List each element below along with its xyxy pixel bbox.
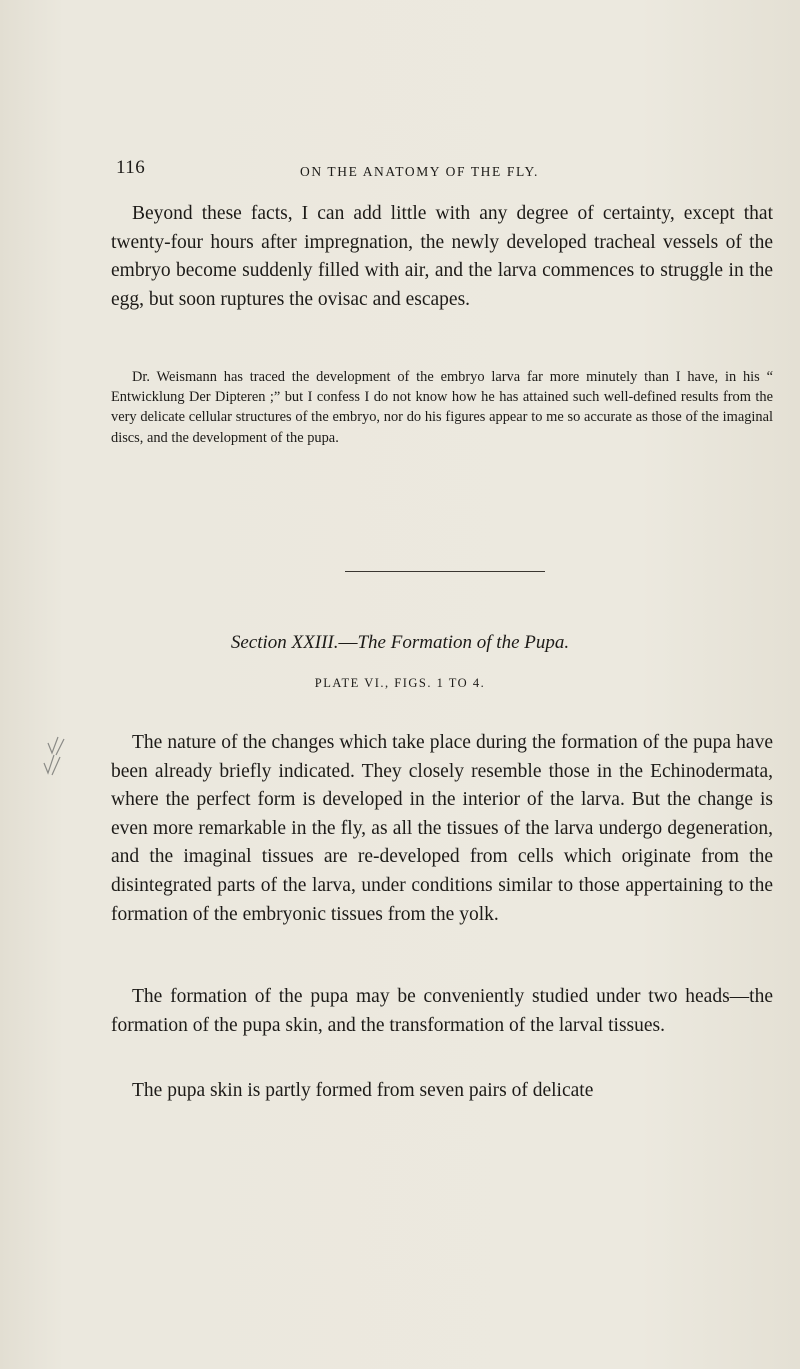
section-title: The Formation of the Pupa. (357, 632, 570, 653)
running-head: ON THE ANATOMY OF THE FLY. (300, 164, 540, 179)
section-heading (0, 632, 800, 654)
footnote-paragraph: Dr. Weismann has traced the development of the embryo larva far more minutely than I have, in his “ Entwicklung Der Dipteren ;” but I confess I do not know how he has attained such well-defined results from the very delicate cellular structures of the embryo, nor do his figures appear to me so accurate as those of the imaginal discs, and the development of the pupa. (111, 369, 773, 446)
page-number: 116 (116, 157, 146, 178)
paragraph-3: The formation of the pupa may be conveniently studied under two heads—the formation of the pupa skin, and the transformation of the larval tissues. (111, 986, 773, 1036)
paragraph-4: The pupa skin is partly formed from seven pairs of delicate (132, 1080, 594, 1101)
section-dash: — (338, 632, 358, 653)
section-divider (345, 571, 545, 572)
plate-reference: PLATE VI., FIGS. 1 TO 4. (314, 676, 486, 690)
pencil-margin-mark (34, 733, 74, 793)
paragraph-1: Beyond these facts, I can add little with any degree of certainty, except that twenty-four hours after impregnation, the newly developed tracheal vessels of the embryo become suddenly filled with air, and the larva commences to struggle in the egg, but soon ruptures the ovisac and escapes. (111, 203, 773, 310)
section-label: Section XXIII. (230, 632, 339, 653)
paragraph-2: The nature of the changes which take place during the formation of the pupa have been already briefly indicated. They closely resemble those in the Echinodermata, where the perfect form is developed in the interior of the larva. But the change is even more remarkable in the fly, as all the tissues of the larva undergo degeneration, and the imaginal tissues are re-developed from cells which originate from the disintegrated parts of the larva, under conditions similar to those appertaining to the formation of the embryonic tissues from the yolk. (111, 732, 773, 925)
